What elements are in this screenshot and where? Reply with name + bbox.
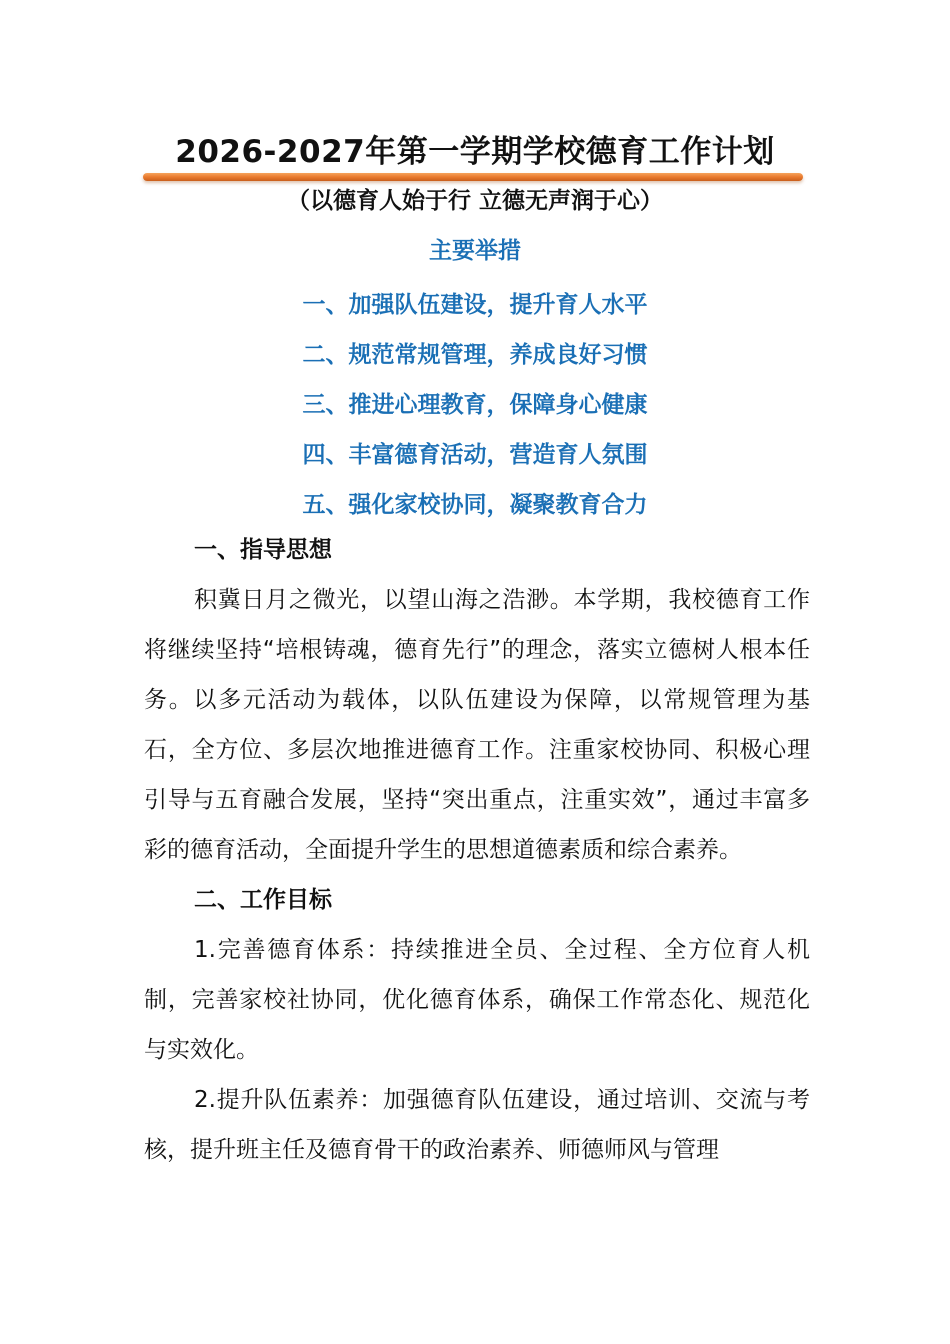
measures-heading: 主要举措 [429, 238, 521, 264]
measure-item: 三、推进心理教育，保障身心健康 [302, 392, 648, 418]
title-underline [143, 173, 803, 181]
document-title: 2026-2027年第一学期学校德育工作计划 [175, 134, 775, 170]
measure-item: 五、强化家校协同，凝聚教育合力 [302, 492, 648, 518]
measure-item: 二、规范常规管理，养成良好习惯 [302, 342, 648, 368]
body-paragraph: 2.提升队伍素养：加强德育队伍建设，通过培训、交流与考核，提升班主任及德育骨干的政治素养、师德师风与管理 [144, 1087, 810, 1163]
section-heading-guiding-ideology: 一、指导思想 [194, 537, 332, 563]
measures-list [0, 280, 950, 530]
measure-item: 四、丰富德育活动，营造育人氛围 [302, 442, 648, 468]
document-body [144, 525, 810, 1175]
body-paragraph: 1.完善德育体系：持续推进全员、全过程、全方位育人机制，完善家校社协同，优化德育体系，确保工作常态化、规范化与实效化。 [144, 937, 810, 1063]
body-paragraph: 积冀日月之微光，以望山海之浩渺。本学期，我校德育工作将继续坚持“培根铸魂，德育先行”的理念，落实立德树人根本任务。以多元活动为载体，以队伍建设为保障，以常规管理为基石，全方位、多层次地推进德育工作。注重家校协同、积极心理引导与五育融合发展，坚持“突出重点，注重实效”，通过丰富多彩的德育活动，全面提升学生的思想道德素质和综合素养。 [144, 587, 810, 863]
document-subtitle: （以德育人始于行 立德无声润于心） [286, 188, 663, 214]
section-heading-work-goals: 二、工作目标 [194, 887, 332, 913]
measure-item: 一、加强队伍建设，提升育人水平 [302, 292, 648, 318]
